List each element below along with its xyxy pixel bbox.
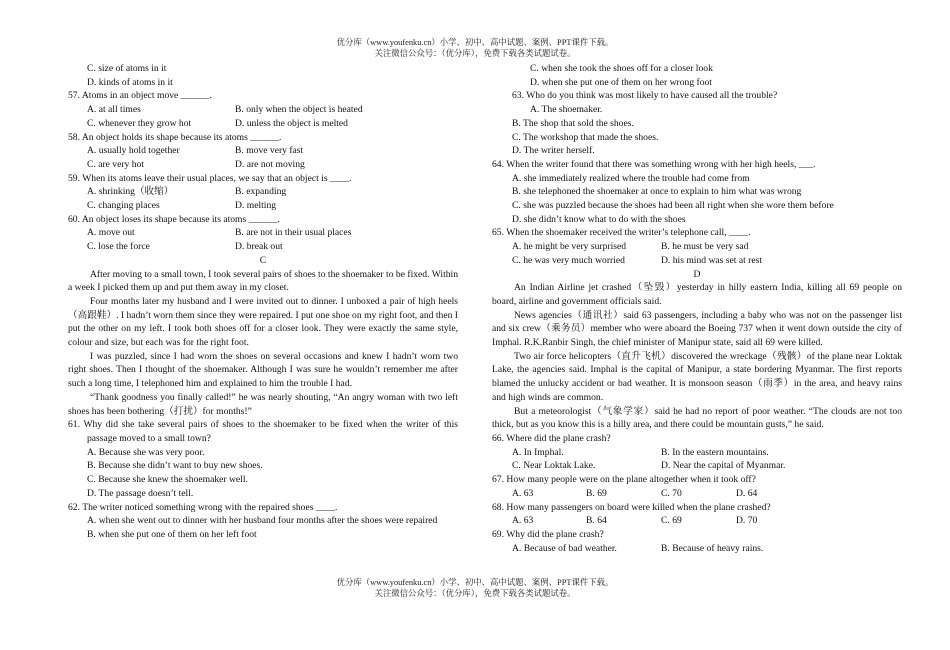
q57-stem: 57. Atoms in an object move ______. <box>68 90 212 102</box>
footer-line-2: 关注微信公众号：（优分库），免费下载各类试题试卷。 <box>374 588 576 598</box>
q60-options-row1 <box>68 226 458 240</box>
q61-option-d: D. The passage doesn’t tell. <box>87 487 194 499</box>
q59-option-a: A. shrinking（收缩） <box>87 186 174 198</box>
passage-c-paragraph-4: “Thank goodness you finally called!” he was nearly shouting, “An angry woman with two left shoes has been bothering（打扰）for months!” <box>68 391 458 417</box>
q63-option-a: A. The shoemaker. <box>530 104 603 116</box>
q58-option-d: D. are not moving <box>235 158 305 170</box>
page-header <box>0 38 950 59</box>
q59-options-row1 <box>68 185 458 199</box>
q63-option-b: B. The shop that sold the shoes. <box>512 117 634 129</box>
q62-option-b: B. when she put one of them on her left foot <box>87 528 257 540</box>
q56-option-d: D. kinds of atoms in it <box>87 76 173 88</box>
q64-option-a: A. she immediately realized where the trouble had come from <box>512 172 750 184</box>
q68-option-a: A. 63 <box>512 515 534 527</box>
q65-options-row1 <box>492 240 902 254</box>
q57-options-row1 <box>68 103 458 117</box>
q61-option-a: A. Because she was very poor. <box>87 446 205 458</box>
q66-stem: 66. Where did the plane crash? <box>492 432 611 444</box>
q59-options-row2 <box>68 199 458 213</box>
q60-option-c: C. lose the force <box>87 241 150 253</box>
q58-stem: 58. An object holds its shape because its atoms ______. <box>68 131 282 143</box>
q68-option-c: C. 69 <box>661 515 682 527</box>
q60-options-row2 <box>68 240 458 254</box>
q66-options-row2 <box>492 459 902 473</box>
q58-options-row2 <box>68 158 458 172</box>
q65-option-d: D. his mind was set at rest <box>661 254 762 266</box>
q65-option-a: A. he might be very surprised <box>512 241 627 253</box>
q57-option-a: A. at all times <box>87 104 141 116</box>
q59-option-c: C. changing places <box>87 200 160 212</box>
q69-option-b: B. Because of heavy rains. <box>661 542 764 554</box>
q64-option-d: D. she didn’t know what to do with the shoes <box>512 213 686 225</box>
q60-option-b: B. are not in their usual places <box>235 227 352 239</box>
q58-option-c: C. are very hot <box>87 158 145 170</box>
passage-d-paragraph-3: Two air force helicopters（直升飞机）discovered the wreckage（残骸）of the plane near Loktak Lake, the agencies said. Imphal is the capital of Manipur, a state bordering Myanmar. The first reports blamed the unlucky accident or bad weather. It is monsoon season（雨季）in the area, and heavy rains and high winds are common. <box>492 350 902 403</box>
q69-option-a: A. Because of bad weather. <box>512 542 617 554</box>
q63-stem: 63. Who do you think was most likely to have caused all the trouble? <box>512 90 778 102</box>
q57-option-c: C. whenever they grow hot <box>87 117 192 129</box>
passage-c-paragraph-1: After moving to a small town, I took several pairs of shoes to the shoemaker to be fixed. Within a week I picked them up and put them away in my closet. <box>68 268 458 294</box>
passage-c-paragraph-2: Four months later my husband and I were invited out to dinner. I unboxed a pair of high heels（高跟鞋）. I hadn’t worn them since they were repaired. I put one shoe on my right foot, and then I put the other on my left. I took both shoes off for a closer look. They were exactly the same style, colour and size, but each was for the right foot. <box>68 295 458 349</box>
q63-option-c: C. The workshop that made the shoes. <box>512 131 659 143</box>
page-footer <box>0 578 950 599</box>
q58-options-row1 <box>68 144 458 158</box>
q64-option-c: C. she was puzzled because the shoes had been all right when she wore them before <box>512 200 834 212</box>
q65-option-b: B. he must be very sad <box>661 241 749 253</box>
q67-option-b: B. 69 <box>586 487 607 499</box>
q61-option-b: B. Because she didn’t want to buy new shoes. <box>87 460 263 472</box>
q67-option-a: A. 63 <box>512 487 534 499</box>
q59-option-b: B. expanding <box>235 186 287 198</box>
q66-option-a: A. In Imphal. <box>512 446 564 458</box>
q68-option-d: D. 70 <box>736 515 758 527</box>
footer-line-1: 优分库（www.youfenku.cn）小学、初中、高中试题、案例、PPT课件下载。 <box>336 578 614 587</box>
q66-options-row1 <box>492 446 902 460</box>
right-column <box>492 62 902 555</box>
q59-option-d: D. melting <box>235 200 277 212</box>
q68-stem: 68. How many passengers on board were killed when the plane crashed? <box>492 501 771 513</box>
q58-option-a: A. usually hold together <box>87 145 180 157</box>
q65-option-c: C. he was very much worried <box>512 254 625 266</box>
passage-d-paragraph-2: News agencies（通讯社）said 63 passengers, including a baby who was not on the passenger list and six crew（乘务员）member who were aboard the Boeing 737 when it went down outside the city of Imphal. R.K.Ranbir Singh, the chief minister of Manipur state, said all 69 were killed. <box>492 309 902 349</box>
section-d-heading: D <box>693 268 701 280</box>
q64-option-b: B. she telephoned the shoemaker at once to explain to him what was wrong <box>512 186 802 198</box>
q65-options-row2 <box>492 254 902 268</box>
q57-option-b: B. only when the object is heated <box>235 104 363 116</box>
q68-options <box>492 514 902 528</box>
q57-options-row2 <box>68 117 458 131</box>
passage-d-paragraph-1: An Indian Airline jet crashed（坠毁）yesterday in hilly eastern India, killing all 69 people on board, airline and government officials said. <box>492 282 902 307</box>
q62-option-a-wrap <box>68 514 458 528</box>
q62-option-c: C. when she took the shoes off for a closer look <box>530 63 713 74</box>
q63-option-d: D. The writer herself. <box>512 145 595 157</box>
q67-option-c: C. 70 <box>661 487 682 499</box>
q60-option-a: A. move out <box>87 227 135 239</box>
header-line-1: 优分库（www.youfenku.cn）小学、初中、高中试题、案例、PPT课件下载。 <box>336 38 614 47</box>
q66-option-d: D. Near the capital of Myanmar. <box>661 460 786 472</box>
q62-option-d: D. when she put one of them on her wrong foot <box>530 76 712 88</box>
q67-stem: 67. How many people were on the plane altogether when it took off? <box>492 474 756 486</box>
q68-option-b: B. 64 <box>586 515 607 527</box>
q60-option-d: D. break out <box>235 241 283 253</box>
passage-c-paragraph-3: I was puzzled, since I had worn the shoes on several occasions and knew I hadn’t worn two right shoes. Then I thought of the shoemaker. Although I was sure he wouldn’t remember me after such a long time, I telephoned him and explained to him the trouble I had. <box>68 350 458 390</box>
q69-stem: 69. Why did the plane crash? <box>492 528 604 540</box>
header-line-2: 关注微信公众号：（优分库），免费下载各类试题试卷。 <box>374 48 576 58</box>
q67-option-d: D. 64 <box>736 487 758 499</box>
q64-stem: 64. When the writer found that there was something wrong with her high heels, ___. <box>492 158 816 170</box>
q60-stem: 60. An object loses its shape because its atoms ______. <box>68 213 280 225</box>
q62-option-a: A. when she went out to dinner with her husband four months after the shoes were repaired <box>87 515 438 527</box>
q58-option-b: B. move very fast <box>235 145 304 157</box>
q66-option-b: B. In the eastern mountains. <box>661 446 769 458</box>
passage-d-paragraph-4: But a meteorologist（气象学家）said he had no report of poor weather. “The clouds are not too thick, but as you know this is a hilly area, and there could be mountain gusts,” he said. <box>492 405 902 431</box>
q57-option-d: D. unless the object is melted <box>235 117 348 129</box>
q69-options-row1 <box>492 542 902 556</box>
q67-options <box>492 487 902 501</box>
section-c-heading: C <box>259 254 267 266</box>
q62-stem: 62. The writer noticed something wrong with the repaired shoes ____. <box>68 501 338 513</box>
q66-option-c: C. Near Loktak Lake. <box>512 460 596 472</box>
q65-stem: 65. When the shoemaker received the writer’s telephone call, ____. <box>492 227 751 239</box>
q56-option-c: C. size of atoms in it <box>87 63 167 74</box>
q61-option-c: C. Because she knew the shoemaker well. <box>87 474 248 486</box>
q59-stem: 59. When its atoms leave their usual places, we say that an object is ____. <box>68 172 352 184</box>
left-column <box>68 62 458 542</box>
q61-stem: 61. Why did she take several pairs of shoes to the shoemaker to be fixed when the writer of this passage moved to a small town? <box>68 419 458 444</box>
